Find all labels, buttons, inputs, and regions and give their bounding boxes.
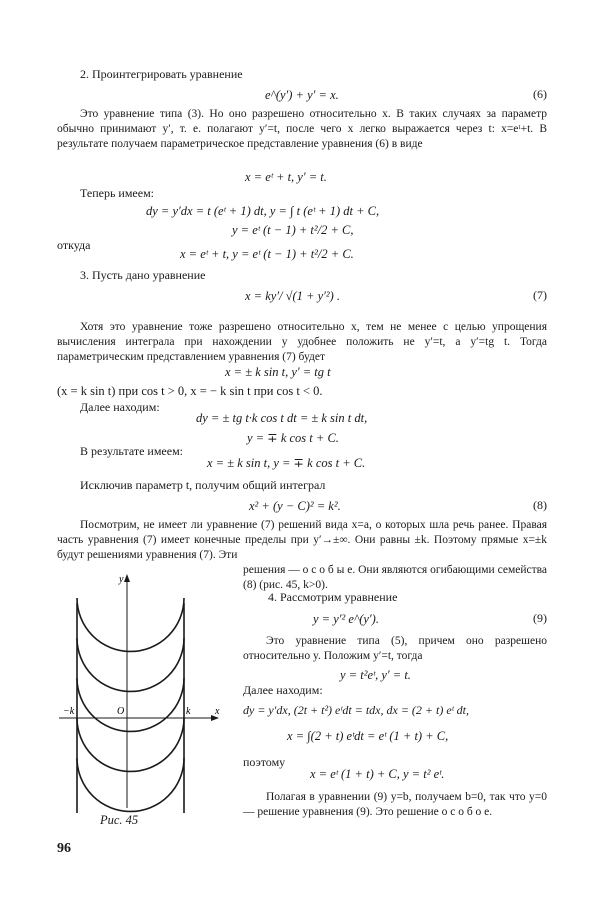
equation-9-number: (9): [533, 611, 547, 625]
whence-label: откуда: [57, 238, 91, 252]
section-2-heading: 2. Проинтегрировать уравнение: [80, 67, 243, 81]
figure-45: [55, 568, 235, 858]
equation-8: x² + (y − C)² = k².: [249, 499, 341, 513]
equation-solution-4: x = eᵗ (1 + t) + C, y = t² eᵗ.: [310, 767, 445, 781]
label-origin: O: [117, 706, 125, 717]
equation-6-number: (6): [533, 87, 547, 101]
equation-7: x = ky′/ √(1 + y′²) .: [245, 289, 341, 303]
further-label-4: Далее находим:: [243, 683, 323, 697]
figure-caption: Рис. 45: [100, 813, 139, 827]
section-4-paragraph: Это уравнение типа (5), причем оно разрешено относительно y. Положим y′=t, тогда: [243, 635, 547, 663]
label-k: k: [186, 706, 191, 717]
equation-dy-3: dy = ± tg t·k cos t dt = ± k sin t dt,: [196, 411, 368, 425]
curve-2: [77, 638, 184, 691]
curve-1: [77, 598, 184, 651]
section-3-heading: 3. Пусть дано уравнение: [80, 268, 206, 282]
section-4-heading: 4. Рассмотрим уравнение: [268, 590, 398, 604]
section-3-paragraph: Хотя это уравнение тоже разрешено относительно x, тем не менее с целью упрощения вычисления интеграла при нахождении y удобнее положить не y′=t, а y′=tg t. Тогда параметрическим представлением уравнения (7) будет: [57, 321, 547, 364]
axis-y-label: y: [119, 574, 124, 585]
equation-solution-2: x = eᵗ + t, y = eᵗ (t − 1) + t²/2 + C.: [180, 247, 354, 261]
equation-9: y = y′² e^(y′).: [313, 612, 379, 626]
equation-x-4: x = ∫(2 + t) eᵗdt = eᵗ (1 + t) + C,: [287, 729, 449, 743]
equation-result-3: x = ± k sin t, y = ∓ k cos t + C.: [207, 456, 366, 470]
result-label: В результате имеем:: [80, 444, 184, 458]
section-4-paragraph-2: Полагая в уравнении (9) y=b, получаем b=0, так что y=0 — решение уравнения (9). Это решение о с о б о е.: [243, 791, 547, 819]
equation-y-2: y = eᵗ (t − 1) + t²/2 + C,: [232, 223, 354, 237]
equation-param-3: x = ± k sin t, y′ = tg t: [225, 365, 331, 379]
condition-line: (x = k sin t) при cos t > 0, x = − k sin t при cos t < 0.: [57, 384, 323, 398]
section-3-paragraph-2-right: решения — о с о б ы е. Они являются огибающими семейства (8) (рис. 45, k>0).: [243, 564, 547, 592]
equation-param-4: y = t²eᵗ, y′ = t.: [340, 668, 411, 682]
label-neg-k: −k: [63, 706, 75, 717]
exclusion-label: Исключив параметр t, получим общий интеграл: [80, 478, 326, 492]
therefore-label: поэтому: [243, 755, 286, 769]
section-2-paragraph: Это уравнение типа (3). Но оно разрешено относительно x. В таких случаях за параметр обычно принимают y′, т. е. полагают y′=t, после чего x легко выражается через t: x=eᵗ+t. В результате получаем параметрическое представление уравнения (6) в виде: [57, 108, 547, 151]
now-label: Теперь имеем:: [80, 186, 155, 200]
equation-6: e^(y′) + y′ = x.: [265, 88, 339, 102]
equation-8-number: (8): [533, 498, 547, 512]
equation-dy-4: dy = y′dx, (2t + t²) eᵗdt = tdx, dx = (2 + t) eᵗ dt,: [243, 703, 470, 717]
curve-4: [77, 718, 184, 771]
page-number: 96: [57, 841, 71, 856]
axis-x-label: x: [215, 706, 220, 717]
equation-7-number: (7): [533, 288, 547, 302]
curve-3: [77, 678, 184, 731]
figure-45-plot: [55, 568, 235, 813]
section-3-paragraph-2: Посмотрим, не имеет ли уравнение (7) решений вида x=a, о которых шла речь ранее. Правая часть уравнения (7) имеет конечные пределы при y′→±∞. Они равны ±k. Поэтому прямые x=±k будут решениями уравнения (7). Эти: [57, 519, 547, 562]
equation-y-3: y = ∓ k cos t + C.: [247, 431, 339, 445]
further-label-3: Далее находим:: [80, 400, 160, 414]
equation-dy-2: dy = y′dx = t (eᵗ + 1) dt, y = ∫ t (eᵗ + 1) dt + C,: [146, 204, 380, 218]
curve-5: [77, 758, 184, 811]
equation-param-2: x = eᵗ + t, y′ = t.: [245, 170, 327, 184]
y-axis-arrow: [124, 574, 130, 582]
